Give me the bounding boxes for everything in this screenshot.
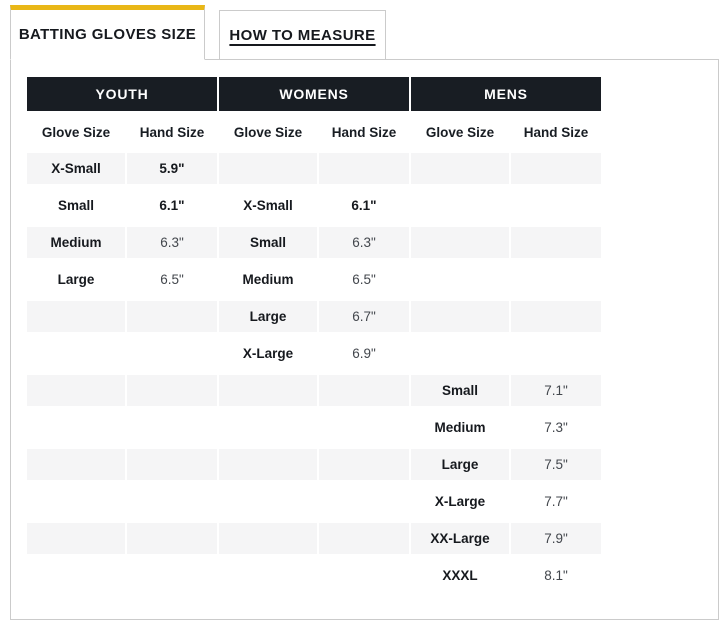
tab-how-to-measure[interactable] xyxy=(219,10,386,60)
hand-size-cell: 7.1" xyxy=(511,375,601,406)
hand-size-cell: 7.7" xyxy=(511,486,601,517)
glove-size-cell: Large xyxy=(27,264,125,295)
hand-size-cell: 8.1" xyxy=(511,560,601,591)
table-row xyxy=(27,486,601,517)
hand-size-cell xyxy=(511,227,601,258)
column-header-hand-size-youth: Hand Size xyxy=(127,117,217,147)
glove-size-cell xyxy=(27,375,125,406)
glove-size-cell: Medium xyxy=(27,227,125,258)
table-row xyxy=(27,560,601,591)
hand-size-cell: 6.9" xyxy=(319,338,409,369)
glove-size-cell xyxy=(27,486,125,517)
hand-size-cell xyxy=(319,486,409,517)
column-header-hand-size-mens: Hand Size xyxy=(511,117,601,147)
glove-size-cell xyxy=(411,190,509,221)
glove-size-cell xyxy=(219,412,317,443)
hand-size-cell xyxy=(319,523,409,554)
hand-size-cell: 5.9" xyxy=(127,153,217,184)
glove-size-cell xyxy=(219,375,317,406)
glove-size-cell: Small xyxy=(411,375,509,406)
tab-how-to-measure-label: HOW TO MEASURE xyxy=(229,26,376,44)
glove-size-cell: Medium xyxy=(219,264,317,295)
hand-size-cell xyxy=(511,264,601,295)
hand-size-cell xyxy=(511,338,601,369)
glove-size-cell xyxy=(27,338,125,369)
table-row xyxy=(27,449,601,480)
tab-batting-gloves-size-label: BATTING GLOVES SIZE xyxy=(18,26,197,43)
table-row xyxy=(27,523,601,554)
size-table-head xyxy=(27,77,601,147)
glove-size-cell xyxy=(27,523,125,554)
hand-size-cell xyxy=(511,153,601,184)
size-table xyxy=(25,71,603,597)
table-row xyxy=(27,264,601,295)
size-chart-panel xyxy=(10,59,719,620)
hand-size-cell: 6.3" xyxy=(127,227,217,258)
column-header-hand-size-womens: Hand Size xyxy=(319,117,409,147)
group-header-womens: WOMENS xyxy=(219,77,409,111)
size-table-body xyxy=(27,153,601,591)
hand-size-cell: 6.1" xyxy=(319,190,409,221)
glove-size-cell: Medium xyxy=(411,412,509,443)
glove-size-cell xyxy=(411,153,509,184)
glove-size-cell xyxy=(27,412,125,443)
hand-size-cell xyxy=(127,375,217,406)
glove-size-cell xyxy=(27,301,125,332)
hand-size-cell xyxy=(319,560,409,591)
table-row xyxy=(27,412,601,443)
column-header-row xyxy=(27,117,601,147)
glove-size-cell xyxy=(219,449,317,480)
table-row xyxy=(27,227,601,258)
hand-size-cell xyxy=(511,301,601,332)
column-header-glove-size-mens: Glove Size xyxy=(411,117,509,147)
glove-size-cell: XX-Large xyxy=(411,523,509,554)
hand-size-cell xyxy=(127,412,217,443)
glove-size-cell xyxy=(411,301,509,332)
hand-size-cell: 7.3" xyxy=(511,412,601,443)
hand-size-cell: 7.9" xyxy=(511,523,601,554)
glove-size-cell xyxy=(27,560,125,591)
glove-size-cell: X-Large xyxy=(219,338,317,369)
group-header-youth: YOUTH xyxy=(27,77,217,111)
column-header-glove-size-youth: Glove Size xyxy=(27,117,125,147)
glove-size-cell: Large xyxy=(219,301,317,332)
hand-size-cell xyxy=(127,338,217,369)
glove-size-cell xyxy=(219,560,317,591)
hand-size-cell xyxy=(127,523,217,554)
glove-size-cell: XXXL xyxy=(411,560,509,591)
tab-batting-gloves-size[interactable] xyxy=(10,5,205,60)
hand-size-cell xyxy=(319,375,409,406)
hand-size-cell: 6.3" xyxy=(319,227,409,258)
hand-size-cell: 6.7" xyxy=(319,301,409,332)
table-row xyxy=(27,190,601,221)
glove-size-cell xyxy=(411,264,509,295)
table-row xyxy=(27,338,601,369)
hand-size-cell: 6.1" xyxy=(127,190,217,221)
glove-size-cell xyxy=(219,523,317,554)
group-header-row xyxy=(27,77,601,111)
tab-bar xyxy=(0,5,727,59)
glove-size-cell xyxy=(411,338,509,369)
table-row xyxy=(27,375,601,406)
glove-size-cell xyxy=(411,227,509,258)
hand-size-cell xyxy=(319,449,409,480)
glove-size-cell xyxy=(219,486,317,517)
glove-size-cell: X-Small xyxy=(27,153,125,184)
glove-size-cell: Small xyxy=(219,227,317,258)
hand-size-cell: 6.5" xyxy=(319,264,409,295)
group-header-mens: MENS xyxy=(411,77,601,111)
glove-size-cell xyxy=(219,153,317,184)
hand-size-cell xyxy=(319,412,409,443)
hand-size-cell xyxy=(127,449,217,480)
hand-size-cell: 7.5" xyxy=(511,449,601,480)
hand-size-cell xyxy=(127,560,217,591)
glove-size-cell: Small xyxy=(27,190,125,221)
glove-size-cell xyxy=(27,449,125,480)
hand-size-cell xyxy=(511,190,601,221)
table-row xyxy=(27,301,601,332)
glove-size-cell: X-Large xyxy=(411,486,509,517)
hand-size-cell xyxy=(319,153,409,184)
hand-size-cell xyxy=(127,486,217,517)
table-row xyxy=(27,153,601,184)
hand-size-cell xyxy=(127,301,217,332)
column-header-glove-size-womens: Glove Size xyxy=(219,117,317,147)
glove-size-cell: Large xyxy=(411,449,509,480)
hand-size-cell: 6.5" xyxy=(127,264,217,295)
glove-size-cell: X-Small xyxy=(219,190,317,221)
